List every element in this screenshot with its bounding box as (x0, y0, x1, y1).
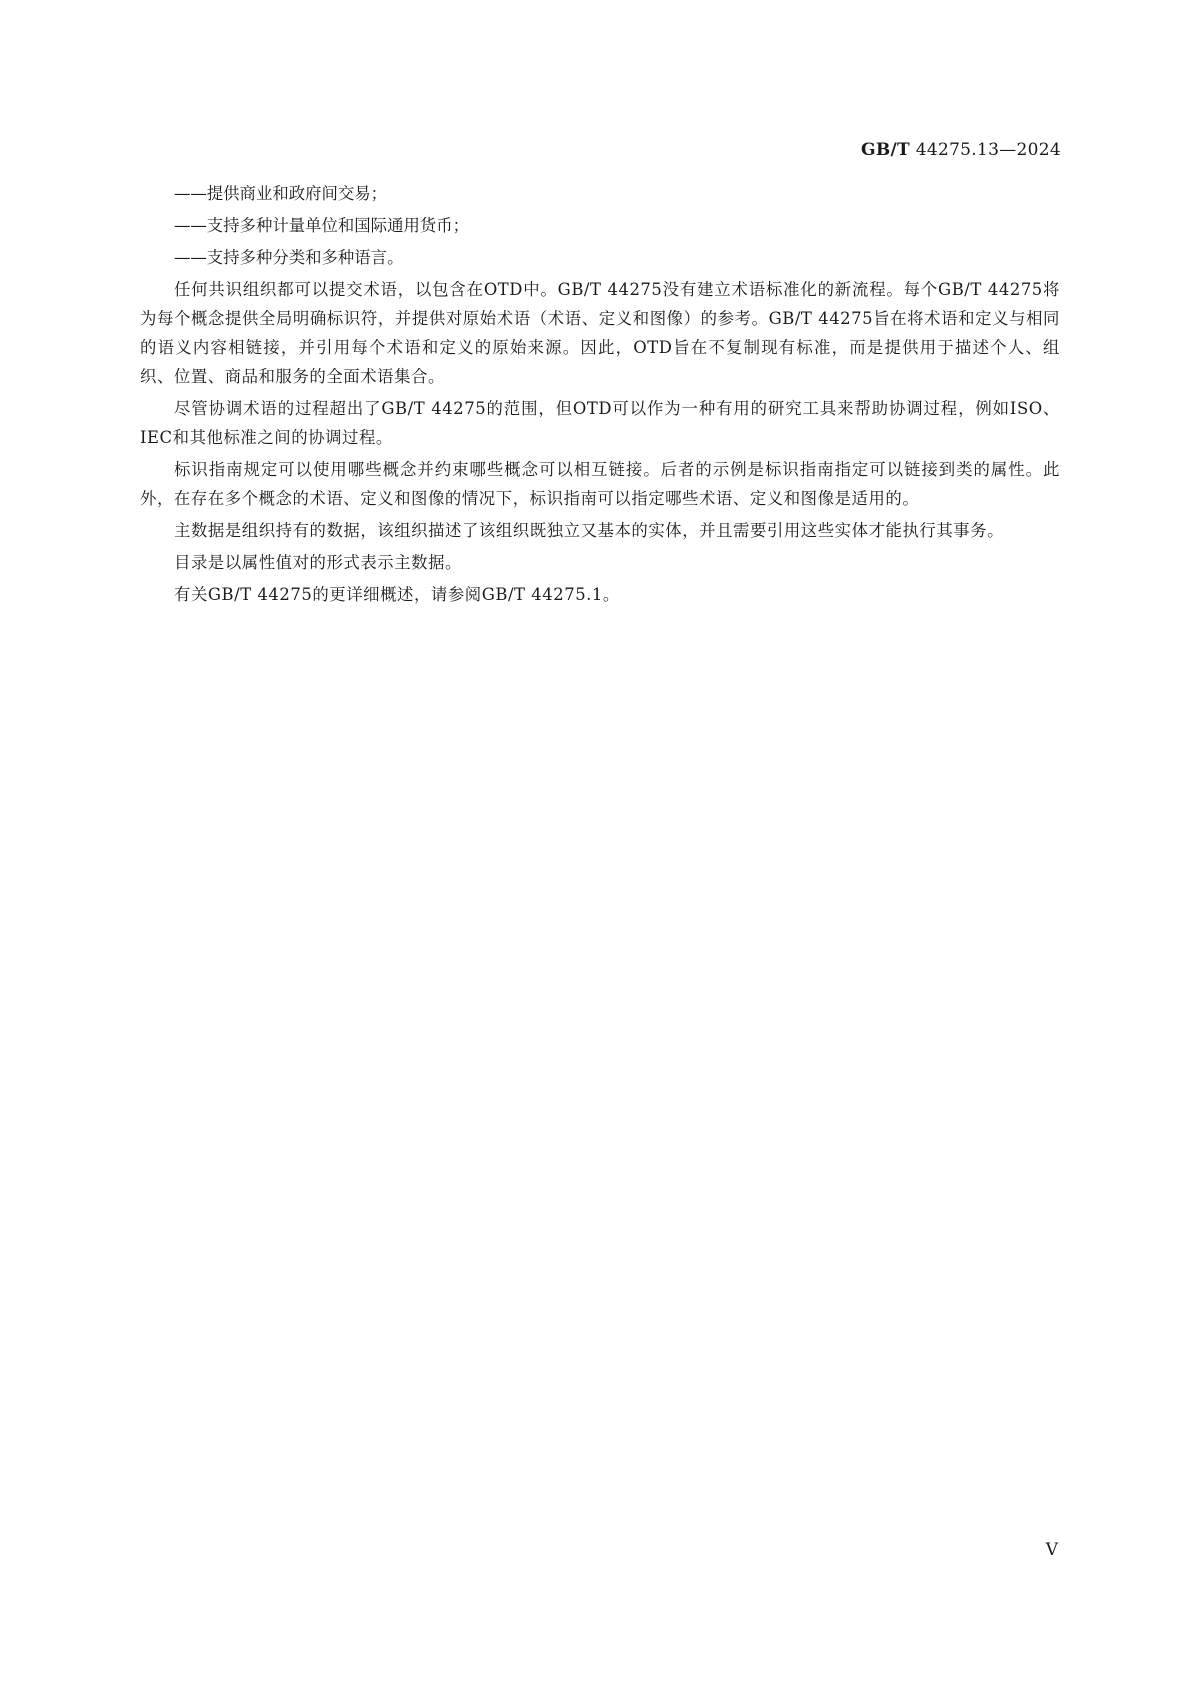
body-paragraph: 尽管协调术语的过程超出了GB/T 44275的范围，但OTD可以作为一种有用的研究工具来帮助协调过程，例如ISO、IEC和其他标准之间的协调过程。 (140, 398, 1060, 447)
document-body (140, 178, 1060, 612)
page-number: V (1045, 1540, 1058, 1560)
list-item: ——提供商业和政府间交易； (174, 184, 388, 203)
body-paragraph: 任何共识组织都可以提交术语，以包含在OTD中。GB/T 44275没有建立术语标准化的新流程。每个GB/T 44275将为每个概念提供全局明确标识符，并提供对原始术语（术语、定义和图像）的参考。GB/T 44275旨在将术语和定义与相同的语义内容相链接，并引用每个术语和定义的原始来源。因此，OTD旨在不复制现有标准，而是提供用于描述个人、组织、位置、商品和服务的全面术语集合。 (140, 279, 1060, 386)
list-item: ——支持多种计量单位和国际通用货币； (174, 216, 470, 236)
body-paragraph: 主数据是组织持有的数据，该组织描述了该组织既独立又基本的实体，并且需要引用这些实体才能执行其事务。 (174, 520, 1005, 540)
body-paragraph: 有关GB/T 44275的更详细概述，请参阅GB/T 44275.1。 (174, 584, 620, 604)
standard-prefix: GB/T (861, 140, 910, 160)
body-paragraph: 目录是以属性值对的形式表示主数据。 (174, 552, 462, 572)
list-item: ——支持多种分类和多种语言。 (174, 248, 404, 268)
standard-header (861, 140, 1061, 160)
standard-number: 44275.13—2024 (915, 140, 1061, 160)
body-paragraph: 标识指南规定可以使用哪些概念并约束哪些概念可以相互链接。后者的示例是标识指南指定可以链接到类的属性。此外，在存在多个概念的术语、定义和图像的情况下，标识指南可以指定哪些术语、定义和图像是适用的。 (140, 459, 1060, 508)
